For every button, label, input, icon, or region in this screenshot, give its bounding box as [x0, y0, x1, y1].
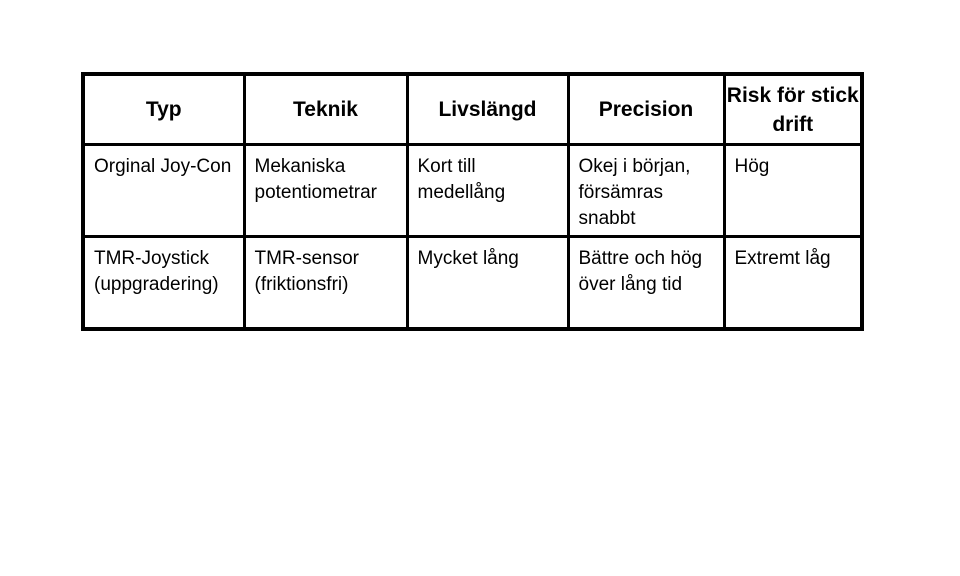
cell-typ: TMR-Joystick (uppgradering) — [83, 237, 244, 329]
header-precision: Precision — [568, 74, 724, 145]
header-typ: Typ — [83, 74, 244, 145]
table-row — [83, 145, 862, 237]
comparison-table — [81, 72, 864, 331]
cell-teknik: Mekaniska potentiometrar — [244, 145, 407, 237]
cell-precision: Bättre och hög över lång tid — [568, 237, 724, 329]
header-teknik: Teknik — [244, 74, 407, 145]
table-row — [83, 237, 862, 329]
cell-precision: Okej i början, försämras snabbt — [568, 145, 724, 237]
cell-risk: Extremt låg — [724, 237, 862, 329]
cell-livslangd: Mycket lång — [407, 237, 568, 329]
header-risk-for-stick-drift: Risk för stick drift — [724, 74, 862, 145]
cell-risk: Hög — [724, 145, 862, 237]
header-livslangd: Livslängd — [407, 74, 568, 145]
cell-teknik: TMR-sensor (friktionsfri) — [244, 237, 407, 329]
cell-typ: Orginal Joy-Con — [83, 145, 244, 237]
header-row — [83, 74, 862, 145]
cell-livslangd: Kort till medellång — [407, 145, 568, 237]
